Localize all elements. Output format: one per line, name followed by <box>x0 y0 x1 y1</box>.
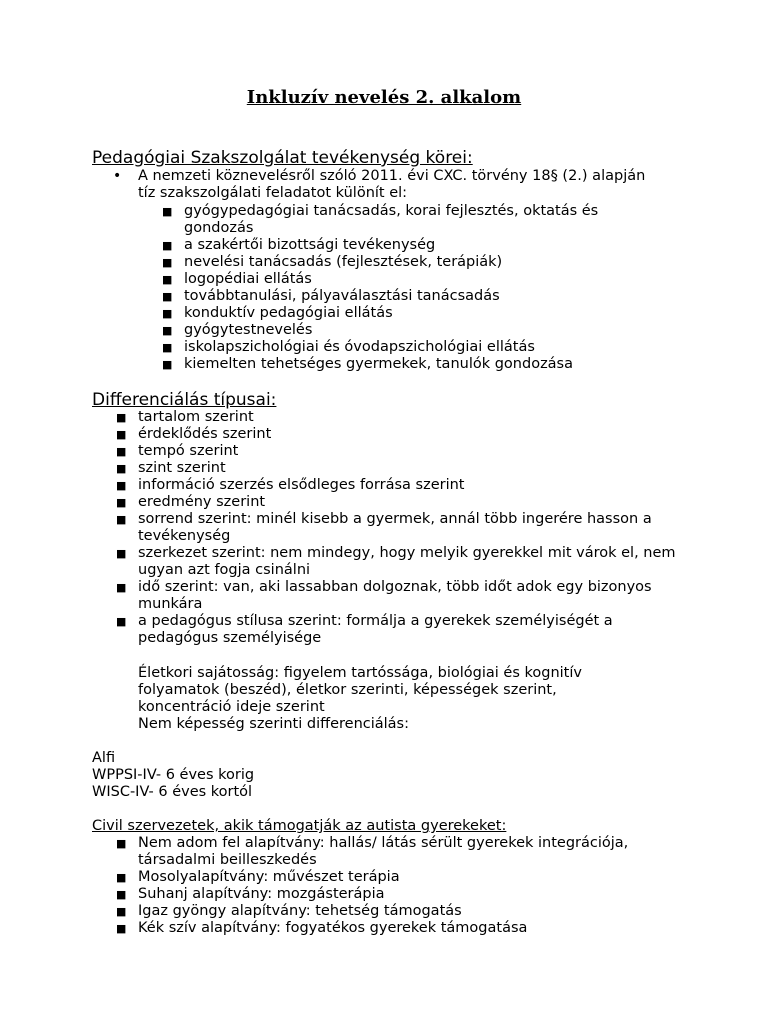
square-bullet-icon: ■ <box>162 256 173 269</box>
list-item: ■ gyógypedagógiai tanácsadás, korai fejlesztés, oktatás és gondozás <box>162 203 599 236</box>
section3-heading: Civil szervezetek, akik támogatják az autista gyerekeket: <box>92 818 507 834</box>
list-item: ■ Kék szív alapítvány: fogyatékos gyerekek támogatása <box>116 920 528 936</box>
test-alfi: Alfi <box>92 750 116 766</box>
list-item: ■ konduktív pedagógiai ellátás <box>162 305 393 321</box>
list-item: ■ sorrend szerint: minél kisebb a gyermek, annál több ingerére hasson a tevékenység <box>116 511 652 544</box>
square-bullet-icon: ■ <box>162 324 173 337</box>
list-item: ■ logopédiai ellátás <box>162 271 312 287</box>
non-ability-differentiation-note: Nem képesség szerinti differenciálás: <box>138 716 409 732</box>
square-bullet-icon: ■ <box>116 837 127 850</box>
section1-intro-list <box>113 168 658 202</box>
section3-list <box>116 835 688 937</box>
document-title: Inkluzív nevelés 2. alkalom <box>246 87 522 108</box>
square-bullet-icon: ■ <box>116 411 127 424</box>
square-bullet-icon: ■ <box>162 341 173 354</box>
square-bullet-icon: ■ <box>116 462 127 475</box>
list-item: ■ gyógytestnevelés <box>162 322 313 338</box>
test-wisc: WISC-IV- 6 éves kortól <box>92 784 253 800</box>
list-item: ■ tartalom szerint <box>116 409 254 425</box>
square-bullet-icon: ■ <box>162 358 173 371</box>
section2-list <box>116 409 678 647</box>
square-bullet-icon: ■ <box>116 479 127 492</box>
list-item: ■ eredmény szerint <box>116 494 266 510</box>
bullet-dot-icon: • <box>113 168 122 184</box>
list-item: ■ szerkezet szerint: nem mindegy, hogy melyik gyerekkel mit várok el, nem ugyan azt fogja csinálni <box>116 545 676 578</box>
section1-heading: Pedagógiai Szakszolgálat tevékenység körei: <box>92 148 473 168</box>
list-item: ■ idő szerint: van, aki lassabban dolgoznak, több időt adok egy bizonyos munkára <box>116 579 652 612</box>
square-bullet-icon: ■ <box>116 615 127 628</box>
test-wppsi: WPPSI-IV- 6 éves korig <box>92 767 255 783</box>
list-item: ■ Mosolyalapítvány: művészet terápia <box>116 869 400 885</box>
list-item: ■ iskolapszichológiai és óvodapszichológiai ellátás <box>162 339 535 355</box>
square-bullet-icon: ■ <box>116 922 127 935</box>
square-bullet-icon: ■ <box>116 445 127 458</box>
age-characteristics-note: Életkori sajátosság: figyelem tartóssága, biológiai és kognitív folyamatok (beszéd), életkor szerinti, képességek szerint, koncentráció ideje szerint <box>138 665 582 715</box>
square-bullet-icon: ■ <box>116 547 127 560</box>
list-item: ■ Igaz gyöngy alapítvány: tehetség támogatás <box>116 903 462 919</box>
square-bullet-icon: ■ <box>116 428 127 441</box>
list-item: ■ szint szerint <box>116 460 226 476</box>
square-bullet-icon: ■ <box>162 307 173 320</box>
square-bullet-icon: ■ <box>162 239 173 252</box>
square-bullet-icon: ■ <box>116 581 127 594</box>
list-item: ■ információ szerzés elsődleges forrása szerint <box>116 477 465 493</box>
square-bullet-icon: ■ <box>162 273 173 286</box>
list-item: ■ kiemelten tehetséges gyermekek, tanulók gondozása <box>162 356 574 372</box>
list-item: ■ a szakértői bizottsági tevékenység <box>162 237 436 253</box>
section1-sublist <box>162 203 664 373</box>
section1-intro-item: • A nemzeti köznevelésről szóló 2011. évi CXC. törvény 18§ (2.) alapján tíz szakszolgálati feladatot különít el: <box>113 168 646 201</box>
list-item: ■ nevelési tanácsadás (fejlesztések, terápiák) <box>162 254 503 270</box>
section2-heading: Differenciálás típusai: <box>92 390 277 410</box>
square-bullet-icon: ■ <box>162 290 173 303</box>
square-bullet-icon: ■ <box>162 205 173 218</box>
square-bullet-icon: ■ <box>116 871 127 884</box>
square-bullet-icon: ■ <box>116 888 127 901</box>
list-item: ■ továbbtanulási, pályaválasztási tanácsadás <box>162 288 500 304</box>
list-item: ■ érdeklődés szerint <box>116 426 272 442</box>
list-item: ■ Nem adom fel alapítvány: hallás/ látás sérült gyerekek integrációja, társadalmi beilleszkedés <box>116 835 629 868</box>
list-item: ■ a pedagógus stílusa szerint: formálja a gyerekek személyiségét a pedagógus személyisége <box>116 613 613 646</box>
list-item: ■ tempó szerint <box>116 443 239 459</box>
square-bullet-icon: ■ <box>116 513 127 526</box>
square-bullet-icon: ■ <box>116 905 127 918</box>
list-item: ■ Suhanj alapítvány: mozgásterápia <box>116 886 385 902</box>
square-bullet-icon: ■ <box>116 496 127 509</box>
